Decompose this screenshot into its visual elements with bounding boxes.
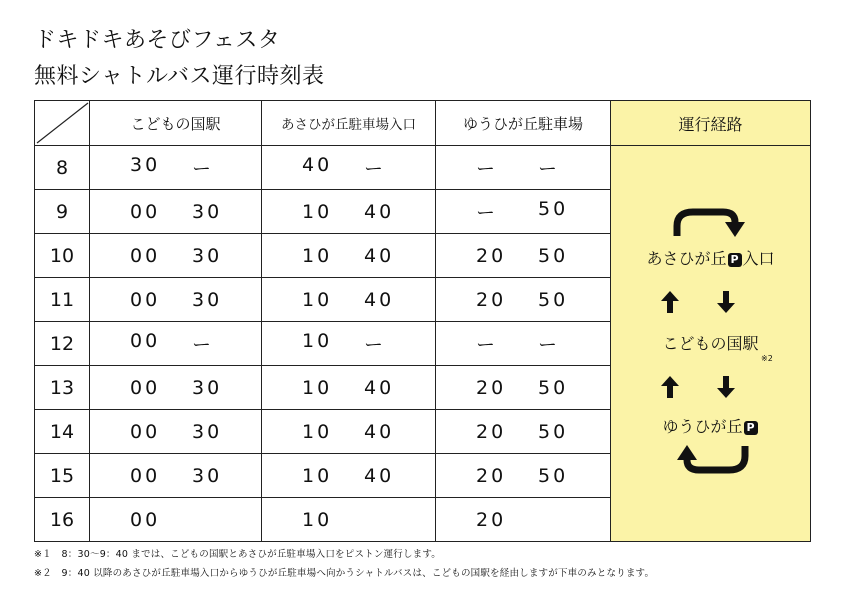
time-value: ー	[476, 158, 499, 180]
time-value: 20	[476, 376, 507, 399]
route-cell	[611, 146, 811, 542]
time-value: 00	[130, 288, 161, 311]
down-arrow-icon	[715, 374, 737, 400]
up-arrow-icon	[659, 374, 681, 400]
time-value: ー	[192, 158, 215, 180]
time-value: 20	[476, 464, 507, 487]
time-value: 10	[302, 508, 333, 531]
time-value: 50	[538, 464, 569, 487]
time-cell	[90, 454, 262, 498]
time-cell	[90, 190, 262, 234]
time-cell	[90, 278, 262, 322]
curved-arrow-left-icon	[671, 442, 751, 478]
table-row	[35, 146, 811, 190]
time-value	[538, 509, 600, 531]
time-value: 00	[130, 464, 161, 487]
time-value: 10	[302, 420, 333, 443]
time-value: 30	[192, 464, 223, 487]
time-value: 10	[302, 244, 333, 267]
time-value: 10	[302, 464, 333, 487]
time-value: 40	[364, 420, 395, 443]
route-stop-kodomo: こどもの国駅	[662, 334, 759, 353]
page-title: ドキドキあそびフェスタ	[34, 28, 281, 53]
col-header-yuhi: ゆうひが丘駐車場	[436, 101, 611, 146]
time-value: 50	[538, 376, 569, 399]
route-stop-yuhi: ゆうひが丘 P	[611, 414, 810, 437]
hour-cell: 9	[35, 190, 90, 234]
time-value: 50	[538, 288, 569, 311]
time-value: 30	[192, 376, 223, 399]
time-value: 40	[302, 154, 333, 176]
time-value: ー	[192, 334, 215, 356]
hour-cell: 12	[35, 322, 90, 366]
time-value: 50	[538, 420, 569, 443]
time-value: 00	[130, 200, 161, 223]
time-value: 00	[130, 420, 161, 443]
time-cell	[436, 278, 611, 322]
time-value: 30	[192, 200, 223, 223]
time-cell	[436, 498, 611, 542]
footnote-1: ※１ 8：30～9：40 までは、こどもの国駅とあさひが丘駐車場入口をピストン運行します。	[34, 549, 441, 560]
time-value: 30	[192, 244, 223, 267]
down-arrow-icon	[715, 289, 737, 315]
time-value: ー	[364, 158, 387, 180]
time-cell	[262, 146, 436, 190]
time-cell	[90, 366, 262, 410]
up-arrow-icon	[659, 289, 681, 315]
page-subtitle: 無料シャトルバス運行時刻表	[34, 64, 325, 89]
time-value: 20	[476, 288, 507, 311]
time-value: 10	[302, 376, 333, 399]
time-value: 10	[302, 288, 333, 311]
curved-arrow-right-icon	[671, 204, 751, 240]
time-value: 40	[364, 288, 395, 311]
hour-cell: 14	[35, 410, 90, 454]
time-cell	[262, 278, 436, 322]
hour-cell: 10	[35, 234, 90, 278]
time-value: 20	[476, 244, 507, 267]
time-value: 20	[476, 420, 507, 443]
col-header-kodomo: こどもの国駅	[90, 101, 262, 146]
time-value: 40	[364, 244, 395, 267]
time-cell	[262, 410, 436, 454]
hour-cell: 11	[35, 278, 90, 322]
time-value: 40	[364, 200, 395, 223]
time-value: ー	[538, 158, 561, 180]
time-cell	[262, 454, 436, 498]
hour-cell: 15	[35, 454, 90, 498]
time-value: 00	[130, 508, 161, 531]
time-value	[192, 509, 254, 531]
time-value: 40	[364, 464, 395, 487]
col-header-route: 運行経路	[611, 101, 811, 146]
time-value: 10	[302, 200, 333, 223]
time-cell	[436, 410, 611, 454]
time-value	[364, 509, 426, 531]
time-value: 00	[130, 376, 161, 399]
time-value: 00	[130, 244, 161, 267]
hour-cell: 8	[35, 146, 90, 190]
diagonal-line	[35, 101, 90, 145]
time-value: ー	[364, 334, 387, 356]
time-cell	[90, 322, 262, 366]
time-cell	[436, 322, 611, 366]
time-cell	[90, 498, 262, 542]
time-value: 40	[364, 376, 395, 399]
time-value: ー	[538, 334, 561, 356]
route-stop-asahi: あさひが丘 P 入口	[646, 249, 775, 268]
parking-icon: P	[728, 253, 742, 267]
time-value: ー	[476, 202, 499, 224]
time-cell	[90, 146, 262, 190]
time-value: 30	[192, 420, 223, 443]
route-note-mark: ※2	[761, 354, 773, 363]
time-value: 50	[538, 244, 569, 267]
time-cell	[262, 498, 436, 542]
time-cell	[90, 234, 262, 278]
hour-cell: 16	[35, 498, 90, 542]
time-cell	[436, 190, 611, 234]
time-cell	[90, 410, 262, 454]
time-value: 20	[476, 508, 507, 531]
time-cell	[262, 322, 436, 366]
col-header-asahi: あさひが丘駐車場入口	[262, 101, 436, 146]
time-value: 50	[538, 198, 569, 220]
time-cell	[436, 146, 611, 190]
time-value: 10	[302, 330, 333, 352]
time-value: ー	[476, 334, 499, 356]
time-cell	[436, 234, 611, 278]
time-cell	[262, 234, 436, 278]
time-cell	[262, 190, 436, 234]
time-cell	[262, 366, 436, 410]
time-cell	[436, 454, 611, 498]
footnote-2: ※２ 9：40 以降のあさひが丘駐車場入口からゆうひが丘駐車場へ向かうシャトルバスは、こどもの国駅を経由しますが下車のみとなります。	[34, 568, 655, 579]
time-cell	[436, 366, 611, 410]
hour-cell: 13	[35, 366, 90, 410]
time-value: 30	[192, 288, 223, 311]
timetable	[34, 100, 811, 542]
time-value: 30	[130, 154, 161, 176]
parking-icon: P	[744, 421, 758, 435]
corner-cell	[35, 101, 90, 146]
time-value: 00	[130, 330, 161, 352]
